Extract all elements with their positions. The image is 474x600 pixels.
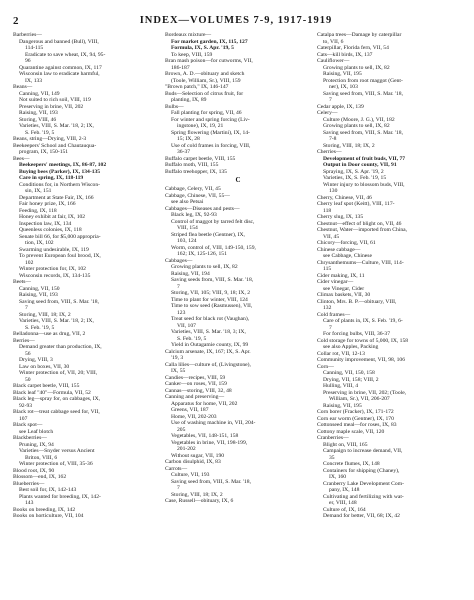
index-entry: Hulling, VIII, 4 <box>323 383 359 389</box>
index-entry: Corn— <box>317 363 334 370</box>
index-entry: 36-37 <box>177 149 191 155</box>
index-entry: Cats—kill birds, IX, 137 <box>317 51 373 58</box>
index-entry: Canker—on roses, VII, 159 <box>165 381 227 387</box>
index-entry: Cider vinegar— <box>317 279 354 285</box>
index-entry: Winter injury to blossom buds, VIII, <box>323 181 405 188</box>
index-entry: Storing, VII, 105; VIII, 9, 18; IX, 2 <box>171 290 251 296</box>
index-entry: Time to plant for winter, VIII, 124 <box>171 296 248 303</box>
index-entry: Saving seed from, VIII, S. Mar. '18, <box>19 298 99 305</box>
index-entry: Concrete flumes, IX, 148 <box>323 461 380 467</box>
index-entry: S. Feb. '19, 5 <box>177 335 207 342</box>
index-entry: Case, Russell—obituary, IX, 6 <box>165 498 234 504</box>
index-entry: Cranberries— <box>317 435 349 441</box>
index-entry: Conditions for, in Northern Wiscon- <box>19 181 101 188</box>
index-entry: Cannas—storing, VIII, 32, 48 <box>165 387 232 394</box>
index-entry: 115 <box>323 266 332 272</box>
index-entry: 35 <box>329 454 335 461</box>
index-entry: 123 <box>177 309 186 316</box>
index-entry: 102 <box>25 259 34 266</box>
index-entry: Preserving in brine, VII, 202; (Toole, <box>323 389 407 396</box>
index-entry: Community improvement, VII, 98, 106 <box>317 357 405 363</box>
index-entry: Worm, control of, VIII, 149-150, 159, <box>171 244 256 251</box>
index-entry: tion, IX, 102 <box>25 240 54 246</box>
index-entry: Containers for shipping (Chaney), <box>323 467 400 474</box>
index-entry: Greens, VII, 187 <box>171 407 209 413</box>
index-entry: Varieties, IX, S. Feb. '19, 15 <box>323 175 387 181</box>
index-entry: Growing plants to sell, IX, 82 <box>323 123 390 129</box>
index-entry: S. Feb. '19, 5 <box>25 129 55 136</box>
index-entry: Storing, VIII, 18; IX, 2 <box>323 142 375 149</box>
index-entry: Catalpa trees—Damage by caterpillar <box>317 32 402 38</box>
index-entry: Vegetables in brine, VII, 198-199, <box>171 439 248 446</box>
index-entry: Barberries— <box>13 32 42 38</box>
index-entry: 162; IX, 125-126, 151 <box>177 251 227 257</box>
index-entry: see also Petsai <box>171 199 204 205</box>
index-entry: Varieties—Snyder versus Ancient <box>19 448 95 454</box>
index-entry: Saving seed from, VIII, S. Mar. '18, <box>171 478 251 485</box>
index-entry: Saving seed from, VIII, S. Mar. '18, <box>323 90 403 97</box>
index-entry: see Vinegar, Cider <box>323 285 365 292</box>
index-entry: Drying, VII, 158; VIII, 2 <box>323 376 379 383</box>
index-entry: Best soil for, IX, 142-143 <box>19 487 77 493</box>
index-entry: Books on breeding, IX, 142 <box>13 506 76 513</box>
index-entry: Cabbage, Chinese, VII, 55— <box>165 192 230 199</box>
index-column-1 <box>13 32 159 594</box>
index-entry: Bran mash poison—for cutworms, VII, <box>165 58 253 64</box>
index-entry: Cherry, Chinese, VII, 46 <box>317 194 372 201</box>
index-entry: Culture (Moore, J. G.), VII, 182 <box>323 116 395 123</box>
index-entry: Culture of, IX, 164 <box>323 506 366 513</box>
index-entry: Inspection law, IX, 134 <box>19 220 72 227</box>
index-entry: Corn borer (Fracker), IX, 171-172 <box>317 409 394 415</box>
index-entry: To prevent European foul brood, IX, <box>19 253 101 259</box>
index-entry: Beekeepers' meetings, IX, 86-87, 102 <box>19 162 107 168</box>
index-entry: Winter protection for, IX, 102 <box>19 266 86 272</box>
index-entry: Protection from root maggot (Gent- <box>323 77 403 84</box>
index-entry: William, Sr.), VII, 206-207 <box>329 396 390 402</box>
index-entry: Honey exhibit at fair, IX, 102 <box>19 214 86 220</box>
index-entry: see Cabbage, Chinese <box>323 253 372 259</box>
index-entry: Corn ear worm (Gentner), IX, 170 <box>317 415 394 422</box>
index-entry: Use of washing machine in, VII, 204- <box>171 420 256 426</box>
index-entry: Buying bees (Parker), IX, 134-135 <box>19 168 101 175</box>
index-entry: 205 <box>177 426 186 433</box>
page-title: INDEX—VOLUMES 7-9, 1917-1919 <box>139 15 333 26</box>
index-entry: Beans, string—Drying, VIII, 2-3 <box>13 136 87 142</box>
index-entry: Cold frames— <box>317 311 351 318</box>
index-entry: Cherries— <box>317 149 342 155</box>
index-entry: Demand for better, VII, 68; IX, 42 <box>323 513 400 519</box>
index-entry: Black rot—treat cabbage seed for, VII, <box>13 409 100 415</box>
index-entry: Buffalo carpet beetle, VIII, 155 <box>165 155 236 162</box>
index-column-2 <box>165 32 311 594</box>
index-entry: "Brown patch," IX, 146-147 <box>165 84 229 90</box>
index-entry: VIII, 154 <box>177 225 198 231</box>
index-entry: Chinese cabbage— <box>317 246 361 253</box>
index-entry: Carbon disulphid, IX, 83 <box>165 459 221 465</box>
index-entry: Queenless colonies, IX, 118 <box>19 227 82 233</box>
index-entry: IX, 55 <box>171 368 186 374</box>
index-entry: Growing plants to sell, IX, 82 <box>323 64 390 71</box>
index-entry: 56 <box>25 350 31 357</box>
index-entry: Wisconsin records, IX, 134-135 <box>19 272 91 279</box>
index-entry: 103, 124 <box>177 238 197 244</box>
index-entry: Black spot— <box>13 422 43 428</box>
index-entry: 186-187 <box>171 64 190 71</box>
index-entry: Briton, VIII, 6 <box>25 454 58 461</box>
index-entry: Culture, VII, 193 <box>171 472 210 478</box>
page-number: 2 <box>13 15 19 27</box>
index-entry: 50 <box>25 376 31 383</box>
index-entry: Bordeaux mixture— <box>165 32 212 38</box>
index-entry: 7 <box>25 305 28 311</box>
index-entry: Wisconsin law to eradicate harmful, <box>19 71 100 77</box>
index-entry: Saving seed from, VIII, S. Mar. '18, <box>323 129 403 136</box>
index-entry: Blueberries— <box>13 480 45 487</box>
index-entry: Beans— <box>13 84 33 90</box>
index-entry: Time to sow seed (Rasmussen), VII, <box>171 303 253 309</box>
index-entry: Dangerous and banned (Bull), VIII, <box>19 38 99 45</box>
index-entry: sin, IX, 151 <box>25 188 52 194</box>
index-entry: Cherry slug, IX, 135 <box>317 214 364 220</box>
index-entry: Canning, VII, 150, 158 <box>323 370 375 376</box>
index-entry: Spring flowering (Martini), IX, 14- <box>171 129 250 136</box>
section-letter: C <box>235 176 241 184</box>
index-entry: Berries— <box>13 337 35 344</box>
index-entry: Vegetables, VII, 148-151, 158 <box>171 433 239 439</box>
index-entry: Development of fruit buds, VII, 77 <box>323 155 406 162</box>
index-entry: S. Feb. '19, 5 <box>25 324 55 331</box>
index-entry: 96 <box>25 58 31 64</box>
index-entry: to, VII, 6 <box>323 38 344 45</box>
index-entry: Clinton, Mrs. B. P.—obituary, VIII, <box>317 298 397 305</box>
index-entry: Cauliflower— <box>317 58 350 64</box>
index-entry: 92-93 <box>19 402 33 409</box>
index-entry: Department at State Fair, IX, 166 <box>19 194 94 201</box>
index-entry: Varieties, VIII, S. Mar. '18, 2; IX, <box>19 123 94 129</box>
index-entry: Belladonna—use as drug, VII, 2 <box>13 331 86 337</box>
index-entry: 130 <box>329 188 338 194</box>
index-entry: 143 <box>25 500 34 506</box>
index-entry: Bees— <box>13 155 30 162</box>
index-entry: Control of maggot by tarred felt disc, <box>171 218 255 225</box>
index-entry: Use of cold frames in forcing, VIII, <box>171 142 251 149</box>
index-entry: Law on boxes, VII, 30 <box>19 363 70 370</box>
index-entry: IX, 160 <box>329 474 347 480</box>
index-entry: Care of plants in, IX, S. Feb. '19, 6- <box>323 318 403 324</box>
index-entry: 118 <box>323 207 332 214</box>
index-entry: Campaign to increase demand, VII, <box>323 448 403 454</box>
index-entry: Blackberries— <box>13 435 47 441</box>
index-entry: (Toole, William, Sr.), VIII, 159 <box>171 77 241 84</box>
index-entry: Black leaf "40"—Formula, VII, 52 <box>13 389 91 396</box>
index-entry: Formula, IX, S. Apr. '19, 5 <box>171 45 234 51</box>
index-entry: Cranberry Lake Development Com- <box>323 480 404 487</box>
index-entry: '19, 3 <box>171 355 184 361</box>
index-entry: Books on horticulture, VII, 104 <box>13 513 84 519</box>
index-entry: 201-202 <box>177 446 196 452</box>
index-entry: Collar rot, VII, 12-13 <box>317 350 365 357</box>
index-entry: Cherry leaf spot (Keitt), VIII, 117- <box>317 201 395 207</box>
index-entry: For forcing bulbs, VIII, 36-37 <box>323 331 391 337</box>
index-entry: Storing, VIII, 46 <box>19 116 57 123</box>
index-entry: Canning, VII, 150 <box>19 285 60 292</box>
index-entry: Raising, VII, 194 <box>171 270 210 277</box>
index-entry: Home, VII, 202-203 <box>171 413 217 420</box>
index-entry: 7 <box>177 485 180 491</box>
index-entry: Cabbages— <box>165 257 193 264</box>
index-entry: Buffalo moth, VIII, 155 <box>165 162 219 168</box>
index-entry: Not suited to rich soil, VIII, 119 <box>19 97 91 103</box>
index-entry: ner), IX, 103 <box>329 84 358 90</box>
index-entry: Cultivating and fertilizing with wat- <box>323 493 404 500</box>
index-entry: Varieties, VIII, S. Mar. '18, 3; IX, <box>171 329 246 335</box>
index-entry: Buds—Selection of citrus fruit, for <box>165 90 244 97</box>
index-entry: For winter and spring forcing (Liv- <box>171 116 250 123</box>
index-entry: 107 <box>19 415 28 422</box>
index-entry: VII, 107 <box>177 322 196 329</box>
index-entry: Storing, VIII, 18; IX, 2 <box>171 491 223 498</box>
index-entry: 7 <box>329 97 332 103</box>
index-entry: 114-115 <box>25 45 44 51</box>
index-entry: see Leaf blotch <box>19 428 54 435</box>
index-entry: Yield in Outagamie county, IX, 99 <box>171 342 249 348</box>
index-entry: Output in Door county, VII, 91 <box>323 162 397 168</box>
index-entry: IX, 133 <box>25 77 43 84</box>
index-entry: Chicory—forcing, VII, 61 <box>317 240 376 246</box>
index-entry: Swarming undesirable, IX, 119 <box>19 246 89 253</box>
index-entry: Buffalo treehopper, IX, 135 <box>165 168 227 175</box>
index-entry: Calla lilies—culture of, (Livingstone), <box>165 361 251 368</box>
index-entry: Feeding, IX, 118 <box>19 207 57 214</box>
index-entry: Carrots— <box>165 465 188 472</box>
index-entry: Eradicate to save wheat, IX, 94, 95- <box>25 51 106 58</box>
index-entry: Candies—recipes, VIII, 59 <box>165 374 226 381</box>
index-entry: program, IX, 150-151 <box>19 149 69 155</box>
index-entry: Blight on, VIII, 165 <box>323 441 368 448</box>
index-entry: planting, IX, 89 <box>171 97 207 103</box>
index-entry: Chestnut—effect of blight on, VII, 46 <box>317 220 402 227</box>
index-entry: Without sugar, VII, 190 <box>171 452 225 459</box>
index-entry: Treat seed for black rot (Vaughan), <box>171 316 250 322</box>
index-entry: Raising, VII, 193 <box>19 110 58 116</box>
index-entry: Canning, VII, 149 <box>19 90 60 97</box>
index-entry: Raising, VII, 193 <box>19 292 58 298</box>
index-entry: For market garden, IX, 115, 127 <box>171 38 248 45</box>
index-entry: Climax baskets, VII, 30 <box>317 292 371 298</box>
index-columns <box>13 32 463 594</box>
index-entry: Chrysanthemums—Culture, VIII, 114- <box>317 259 404 266</box>
index-entry: Apparatus for home, VII, 202 <box>171 400 238 407</box>
index-entry: Chestnut, Water—imported from China, <box>317 227 408 233</box>
index-column-3 <box>317 32 463 594</box>
index-entry: Raising, VII, 195 <box>323 71 362 77</box>
index-entry: Demand greater than production, IX, <box>19 344 102 350</box>
index-entry: Varieties, VIII, S. Mar. '18, 2; IX, <box>19 318 94 324</box>
index-entry: Cabbage, Celery, VII, 45 <box>165 186 221 192</box>
index-entry: Cedar apple, IX, 139 <box>317 103 364 110</box>
index-entry: Raising, VII, 195 <box>323 402 362 409</box>
index-entry: To keep, VIII, 159 <box>171 51 213 58</box>
index-entry: 7-8 <box>329 136 337 142</box>
index-entry: er, VIII, 148 <box>329 500 357 506</box>
index-entry: Black carpet beetle, VIII, 155 <box>13 383 80 389</box>
index-entry: Cold storage for towns of 5,000, IX, 158 <box>317 337 409 344</box>
index-entry: Pruning, IX, 94 <box>19 441 54 448</box>
index-entry: Black leg, IX, 92-93 <box>171 212 217 218</box>
index-entry: 7 <box>177 283 180 290</box>
index-entry: Growing plants to sell, IX, 82 <box>171 264 238 270</box>
index-entry: Celery— <box>317 110 338 116</box>
index-entry: Fair honey prize, IX, 166 <box>19 201 76 207</box>
index-entry: Canning and preserving— <box>165 394 225 400</box>
index-entry: Black leg—spray for, on cabbages, IX, <box>13 396 101 402</box>
index-entry: Senate bill 66, for $5,000 appropria- <box>19 233 101 240</box>
index-entry: ingstone), IX, 19, 21 <box>177 123 224 129</box>
index-entry: 15; IX, 28 <box>177 136 200 142</box>
index-entry: VII, 45 <box>323 233 340 240</box>
index-entry: Spraying, IX, S. Apr. '19, 2 <box>323 168 384 175</box>
index-entry: Cabbages—Diseases and pests— <box>165 205 240 212</box>
index-entry: Caterpillar, Florida fern, VII, 54 <box>317 45 389 51</box>
index-entry: Plants wanted for breeding, IX, 142- <box>19 493 101 500</box>
index-entry: Beets— <box>13 279 32 285</box>
index-entry: Care in spring, IX, 118-119 <box>19 175 84 181</box>
index-entry: Cider making, IX, 11 <box>317 272 365 279</box>
index-entry: Cottony maple scale, VII, 120 <box>317 428 385 435</box>
index-entry: Saving seeds from, VIII, S. Mar. '18, <box>171 277 254 283</box>
index-entry: Striped flea beetle (Gentner), IX, <box>171 231 245 238</box>
index-entry: pany, IX, 148 <box>329 487 360 493</box>
index-entry: Brown, A. D.—obituary and sketch <box>165 71 245 77</box>
index-entry: Bulbs— <box>165 103 184 110</box>
index-entry: Beekeepers' School and Chautauqua- <box>13 142 97 149</box>
index-entry: see also Apples, Packing <box>323 344 379 350</box>
index-entry: Cottonseed meal—for roses, IX, 83 <box>317 422 397 428</box>
index-entry: Storing, VIII, 18; IX, 2 <box>19 311 71 318</box>
index-entry: 7 <box>329 324 332 331</box>
index-entry: Preserving in brine, VII, 202 <box>19 103 84 110</box>
index-entry: Quarantine against common, IX, 117 <box>19 64 102 71</box>
index-entry: Winter protection of, VIII, 35-36 <box>19 461 93 467</box>
index-entry: Calcium arsenate, IX, 167; IX, S. Apr. <box>165 348 251 355</box>
page-header <box>13 15 459 29</box>
index-entry: Drying, VIII, 3 <box>19 357 53 363</box>
index-entry: Blossom—end, IX, 162 <box>13 474 67 480</box>
index-entry: 132 <box>323 305 332 311</box>
index-entry: Winter protection of, VII, 20; VIII, <box>19 370 98 376</box>
index-entry: Fall planting for spring, VII, 46 <box>171 110 242 116</box>
index-entry: Blood root, IX, 90 <box>13 467 55 474</box>
